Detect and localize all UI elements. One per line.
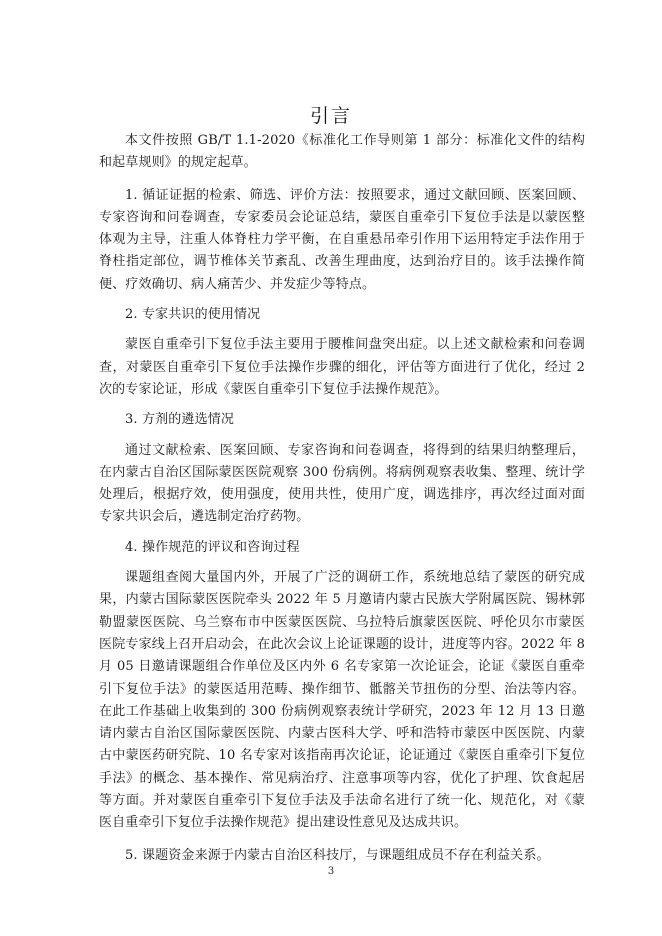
section-5-paragraph: 5. 课题资金来源于内蒙古自治区科技厅，与课题组成员不存在利益关系。 <box>125 847 550 863</box>
section-3-heading: 3. 方剂的遴选情况 <box>125 412 235 428</box>
section-2-paragraph: 蒙医自重牵引下复位手法主要用于腰椎间盘突出症。以上述文献检索和问卷调查，对蒙医自重牵引下复位手法操作步骤的细化，评估等方面进行了优化，经过 2 次的专家论证，形成《蒙医自重牵引下复位手法操作规范》。 <box>99 337 585 397</box>
section-4-heading: 4. 操作规范的评议和咨询过程 <box>125 539 300 555</box>
section-1-paragraph: 1. 循证证据的检索、筛选、评价方法：按照要求，通过文献回顾、医案回顾、专家咨询和问卷调查，专家委员会论证总结，蒙医自重牵引下复位手法是以蒙医整体观为主导，注重人体脊柱力学平衡，在自重悬吊牵引作用下运用特定手法作用于脊柱指定部位，调节椎体关节紊乱、改善生理曲度，达到治疗目的。该手法操作简便、疗效确切、病人痛苦少、并发症少等特点。 <box>99 187 585 292</box>
body-text <box>99 130 585 867</box>
section-4-paragraph: 课题组查阅大量国内外，开展了广泛的调研工作，系统地总结了蒙医的研究成果，内蒙古国际蒙医医院牵头 2022 年 5 月邀请内蒙古民族大学附属医院、锡林郭勒盟蒙医医院、乌兰察布市中医蒙医医院、乌拉特后旗蒙医医院、呼伦贝尔市蒙医医院专家线上召开启动会，在此次会议上论证课题的设计，进度等内容。2022 年 8 月 05 日邀请课题组合作单位及区内外 6 名专家第一次论证会，论证《蒙医自重牵引下复位手法》的蒙医适用范畴、操作细节、骶髂关节扭伤的分型、治法等内容。在此工作基础上收集到的 300 份病例观察表统计学研究，2023 年 12 月 13 日邀请内蒙古自治区国际蒙医医院、内蒙古医科大学、呼和浩特市蒙医中医医院、内蒙古中蒙医药研究院、10 名专家对该指南再次论证，论证通过《蒙医自重牵引下复位手法》的概念、基本操作、常见病治疗、注意事项等内容，优化了护理、饮食起居等方面。并对蒙医自重牵引下复位手法及手法命名进行了统一化、规范化，对《蒙医自重牵引下复位手法操作规范》提出建设性意见及达成共识。 <box>99 570 585 831</box>
intro-paragraph: 本文件按照 GB/T 1.1-2020《标准化工作导则第 1 部分：标准化文件的结构和起草规则》的规定起草。 <box>99 133 585 171</box>
section-2-heading: 2. 专家共识的使用情况 <box>125 307 261 323</box>
section-3-paragraph: 通过文献检索、医案回顾、专家咨询和问卷调查，将得到的结果归纳整理后，在内蒙古自治区国际蒙医医院观察 300 份病例。将病例观察表收集、整理、统计学处理后，根据疗效，使用强度，使用共性，使用广度，调选排序，再次经过面对面专家共识会后，遴选制定治疗药物。 <box>99 442 585 525</box>
page-number: 3 <box>327 866 335 877</box>
page-title: 引言 <box>309 105 352 127</box>
